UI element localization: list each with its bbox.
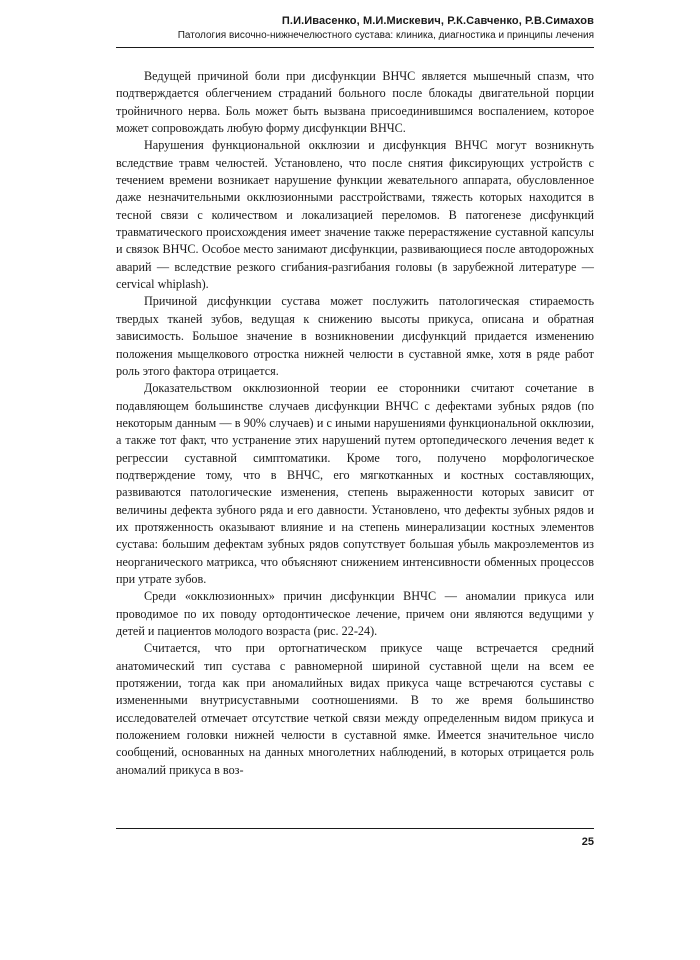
page-number: 25	[581, 836, 594, 848]
running-head-book-title: Патология височно-нижнечелюстного сустава: клиника, диагностика и принципы лечения	[177, 30, 594, 41]
paragraph: Ведущей причиной боли при дисфункции ВНЧС является мышечный спазм, что подтверждается облегчением страданий больного после блокады двигательной порции тройничного нерва. Боль может быть вызвана присоединившимся воспалением, которое может сопровождать любую форму дисфункции ВНЧС.	[116, 69, 594, 136]
footer-rule	[116, 828, 594, 829]
paragraph: Нарушения функциональной окклюзии и дисфункция ВНЧС могут возникнуть вследствие травм челюстей. Установлено, что после снятия фиксирующих устройств с течением времени возникает нарушение функции жевательного аппарата, обусловленное даже незначительными окклюзионными расстройствами, тяжесть которых находится в тесной связи с количеством и локализацией переломов. В патогенезе дисфункций травматического происхождения имеет значение также перерастяжение суставной капсулы и связок ВНЧС. Особое место занимают дисфункции, развивающиеся после автодорожных аварий — вследствие резкого сгибания-разгибания головы (в зарубежной литературе — cervical whiplash).	[116, 138, 594, 292]
running-head-authors: П.И.Ивасенко, М.И.Мискевич, Р.К.Савченко, Р.В.Симахов	[281, 15, 594, 27]
paragraph: Считается, что при ортогнатическом прикусе чаще встречается средний анатомический тип сустава с равномерной шириной суставной щели на всем ее протяжении, тогда как при аномалийных видах прикуса чаще встречаются суставы с измененными внутрисуставными соотношениями. В то же время большинство исследователей отмечает отсутствие четкой связи между определенным видом прикуса и положением головки нижней челюсти в суставной ямке. Имеется значительное число сообщений, основанных на данных многолетних наблюдений, в которых отрицается роль аномалий прикуса в воз-	[116, 641, 594, 777]
paragraph: Среди «окклюзионных» причин дисфункции ВНЧС — аномалии прикуса или проводимое по их поводу ортодонтическое лечение, причем они являются ведущими у детей и пациентов молодого возраста (рис. 22-24).	[116, 589, 594, 638]
body-text	[116, 68, 594, 779]
header-rule	[116, 47, 594, 48]
running-head	[178, 14, 594, 42]
paragraph: Причиной дисфункции сустава может послужить патологическая стираемость твердых тканей зубов, ведущая к снижению высоты прикуса, описана и обратная зависимость. Большое значение в возникновении дисфункций придается изменению положения мыщелкового отростка нижней челюсти в суставной ямке, хотя в ряде работ роль этого фактора отрицается.	[116, 294, 594, 378]
paragraph: Доказательством окклюзионной теории ее сторонники считают сочетание в подавляющем большинстве случаев дисфункции ВНЧС с дефектами зубных рядов (по некоторым данным — в 90% случаев) и с иными нарушениями функциональной окклюзии, а также тот факт, что устранение этих нарушений путем ортопедического лечения ведет к регрессии суставной симптоматики. Кроме того, получено морфологическое подтверждение тому, что в ВНЧС, его мягкотканных и костных составляющих, развиваются патологические изменения, степень выраженности которых зависит от величины дефекта зубного ряда и его давности. Установлено, что дефекты зубных рядов и их протяженность оказывают влияние и на степень минерализации костных элементов сустава: большим дефектам зубных рядов сопутствует большая убыль макроэлементов из неорганического матрикса, что объясняют снижением интенсивности обменных процессов при утрате зубов.	[116, 381, 594, 586]
